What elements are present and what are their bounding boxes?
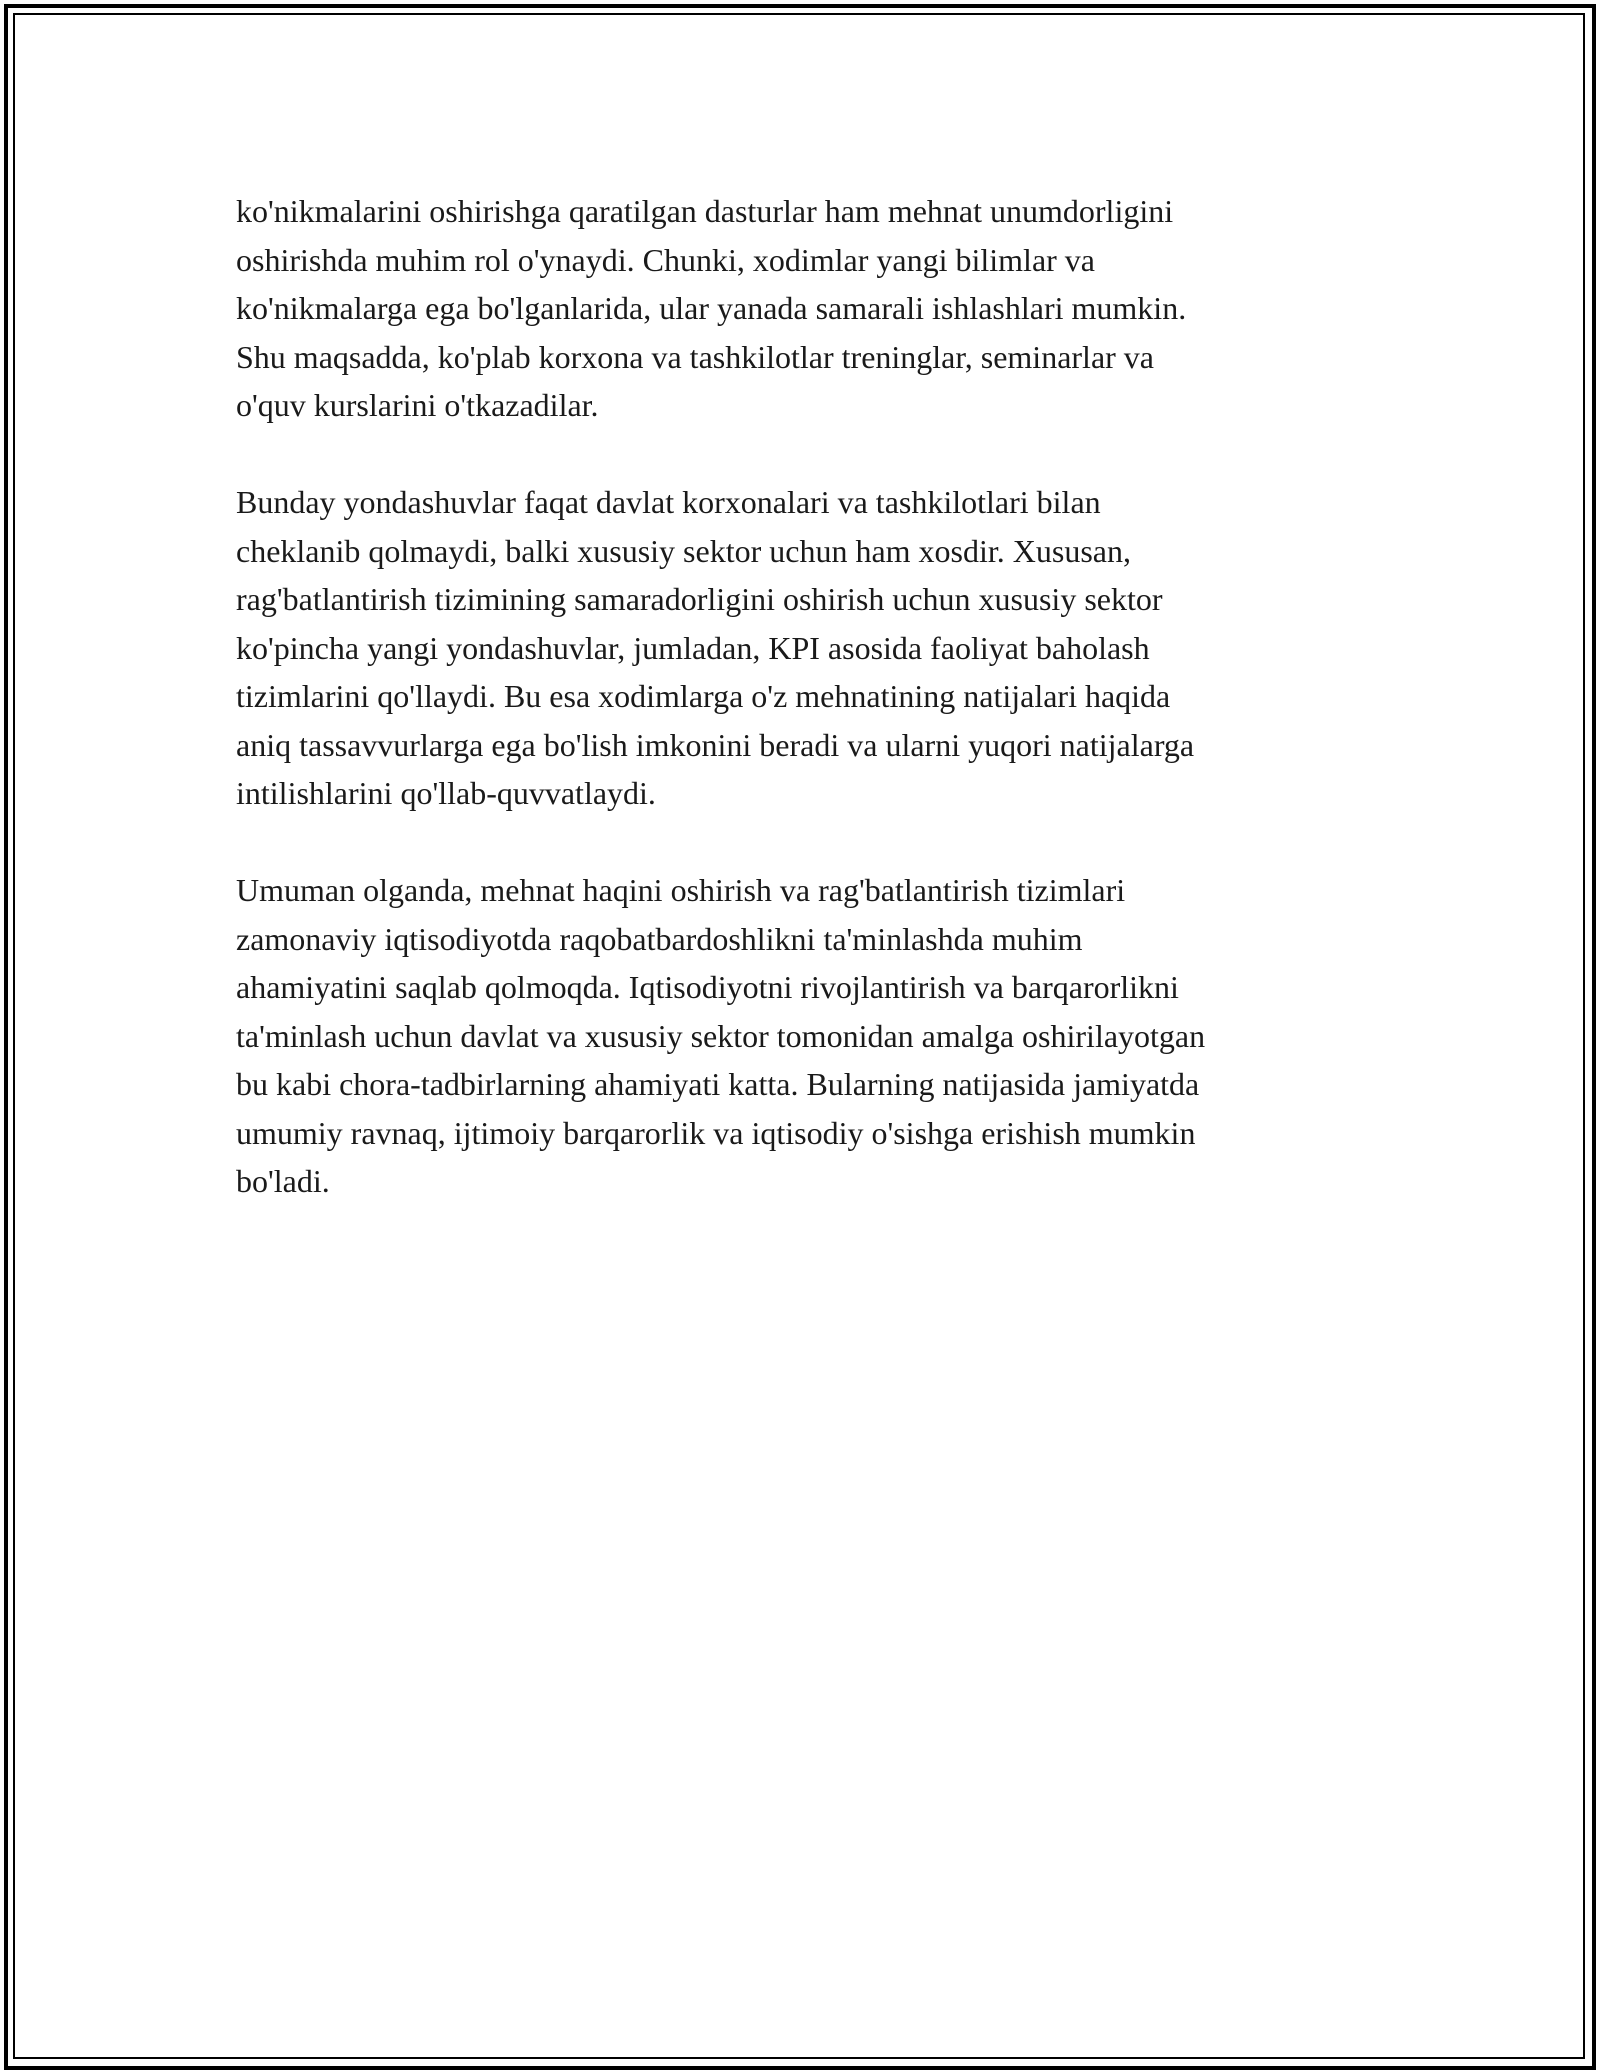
text-line: ko'nikmalarga ega bo'lganlarida, ular yanada samarali ishlashlari mumkin. xyxy=(236,290,1187,326)
paragraph-1 xyxy=(236,187,1366,430)
text-line: ko'pincha yangi yondashuvlar, jumladan, KPI asosida faoliyat baholash xyxy=(236,629,1150,666)
document-body xyxy=(236,187,1366,1254)
paragraph-2 xyxy=(236,478,1366,818)
text-line: aniq tassavvurlarga ega bo'lish imkonini beradi va ularni yuqori natijalarga xyxy=(236,726,1195,763)
text-line: intilishlarini qo'llab-quvvatlaydi. xyxy=(236,775,656,811)
text-line: umumiy ravnaq, ijtimoiy barqarorlik va iqtisodiy o'sishga erishish mumkin xyxy=(236,1114,1196,1151)
text-line: rag'batlantirish tizimining samaradorligini oshirish uchun xususiy sektor xyxy=(236,581,1163,617)
text-line: Umuman olganda, mehnat haqini oshirish va rag'batlantirish tizimlari xyxy=(236,872,1126,908)
text-line: ta'minlash uchun davlat va xususiy sektor tomonidan amalga oshirilayotgan xyxy=(236,1017,1206,1054)
text-line: bu kabi chora-tadbirlarning ahamiyati katta. Bularning natijasida jamiyatda xyxy=(236,1066,1200,1102)
text-line: zamonaviy iqtisodiyotda raqobatbardoshlikni ta'minlashda muhim xyxy=(236,920,1083,957)
text-line: o'quv kurslarini o'tkazadilar. xyxy=(236,387,599,423)
paragraph-3 xyxy=(236,866,1366,1206)
text-line: Shu maqsadda, ko'plab korxona va tashkilotlar treninglar, seminarlar va xyxy=(236,338,1154,375)
text-line: Bunday yondashuvlar faqat davlat korxonalari va tashkilotlari bilan xyxy=(236,484,1101,520)
text-line: ko'nikmalarini oshirishga qaratilgan dasturlar ham mehnat unumdorligini xyxy=(236,193,1174,229)
text-line: tizimlarini qo'llaydi. Bu esa xodimlarga o'z mehnatining natijalari haqida xyxy=(236,678,1171,714)
text-line: bo'ladi. xyxy=(236,1163,330,1199)
text-line: ahamiyatini saqlab qolmoqda. Iqtisodiyotni rivojlantirish va barqarorlikni xyxy=(236,969,1179,1005)
text-line: oshirishda muhim rol o'ynaydi. Chunki, xodimlar yangi bilimlar va xyxy=(236,241,1095,278)
text-line: cheklanib qolmaydi, balki xususiy sektor uchun ham xosdir. Xususan, xyxy=(236,532,1131,569)
